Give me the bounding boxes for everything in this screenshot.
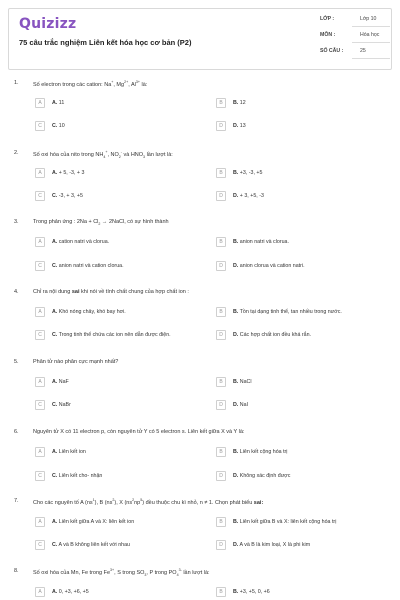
option-text: D. + 3, +5, -3 [233,192,264,199]
option-text: D. 13 [233,122,246,129]
question-text: Trong phản ứng : $2Na + Cl_2$ → 2NaCl, có sự hình thành [33,219,169,227]
option-letter-box: D [216,121,226,131]
option-text: A. cation natri và clorua. [52,238,110,245]
meta-count-value: 25 [360,48,366,54]
option-letter-box: D [216,471,226,481]
option-letter-box: C [35,261,45,271]
option-letter-box: D [216,261,226,271]
option-text: B. Liên kết cộng hóa trị [233,448,288,455]
question-number: 5. [14,359,19,365]
option-letter-box: B [216,517,226,527]
option-text: C. anion natri và cation clorua. [52,262,124,269]
option-letter-box: C [35,540,45,550]
option-letter-box: B [216,98,226,108]
option-text: B. 12 [233,99,246,106]
option-text: C. Trong tinh thể chứa các ion nên dẫn được điện. [52,331,171,338]
worksheet-title: 75 câu trắc nghiệm Liên kết hóa học cơ bản (P2) [19,38,192,47]
quizizz-logo: Quizizz [19,16,77,32]
option-text: C. A và B không liên kết với nhau [52,541,130,548]
option-text: A. Liên kết giữa A và X: liên kết ion [52,518,135,525]
option-letter-box: D [216,540,226,550]
question-number: 4. [14,289,19,295]
option-letter-box: C [35,471,45,481]
option-letter-box: A [35,587,45,597]
option-text: A. + 5, -3, + 3 [52,169,85,176]
question-text: Số oxi hóa của nito trong $NH_4^+$, $NO_2^-$ và $HNO_3$ lần lượt là: [33,150,173,159]
option-text: D. Các hợp chất ion đều khá rắn. [233,331,311,338]
meta-count [316,44,396,60]
question-text: Phân tử nào phân cực mạnh nhất? [33,359,119,365]
option-text: C. 10 [52,122,65,129]
option-letter-box: A [35,237,45,247]
option-text: C. -3, + 3, +5 [52,192,83,199]
option-text: D. A và B là kim loại, X là phi kim [233,541,311,548]
question-text: Chỉ ra nội dung sai khi nói về tính chất chung của hợp chất ion : [33,289,189,295]
question-number: 8. [14,568,19,574]
question-number: 6. [14,429,19,435]
option-letter-box: C [35,330,45,340]
option-text: B. NaCl [233,378,252,385]
meta-grade-value: Lớp 10 [360,16,377,22]
question-text: Số electron trong các cation: Na+, $Mg^{2+}$, $Al^{3+}$ là: [33,80,148,88]
option-letter-box: B [216,168,226,178]
option-letter-box: B [216,237,226,247]
question-number: 2. [14,150,19,156]
option-letter-box: B [216,307,226,317]
meta-subject-value: Hóa học [360,32,380,38]
question-text: Nguyên tử X có 11 electron p, còn nguyên tử Y có 5 electron s. Liên kết giữa X và Y là: [33,429,245,435]
option-text: A. 11 [52,99,65,106]
meta-divider [352,58,390,59]
option-letter-box: B [216,447,226,457]
option-letter-box: A [35,377,45,387]
option-letter-box: D [216,400,226,410]
option-text: D. NaI [233,401,249,408]
option-letter-box: A [35,98,45,108]
option-letter-box: A [35,517,45,527]
option-letter-box: C [35,121,45,131]
question-text: Số oxi hóa của Mn, Fe trong $Fe^{3+}$, S trong $SO_3$, P trong $PO_4^{3-}$ lần lượt là: [33,568,210,577]
option-letter-box: D [216,191,226,201]
option-text: A. 0, +3, +6, +5 [52,588,89,595]
meta-divider [352,42,390,43]
option-text: A. Khó nóng chảy, khó bay hơi. [52,308,126,315]
option-text: B. Tồn tại dạng tinh thể, tan nhiều trong nước. [233,308,342,315]
option-text: C. NaBr [52,401,71,408]
meta-count-label: SỐ CÂU : [320,48,344,54]
option-text: B. +3, -3, +5 [233,169,263,176]
option-text: B. +3, +5, 0, +6 [233,588,270,595]
question-number: 7. [14,498,19,504]
option-letter-box: C [35,400,45,410]
question-number: 3. [14,219,19,225]
meta-divider [352,26,390,27]
option-text: B. anion natri và clorua. [233,238,289,245]
option-letter-box: C [35,191,45,201]
option-letter-box: A [35,168,45,178]
option-text: D. anion clorua và cation natri. [233,262,305,269]
option-text: A. Liên kết ion [52,448,86,455]
meta-subject-label: MÔN : [320,32,336,38]
option-letter-box: D [216,330,226,340]
meta-subject [316,28,396,44]
option-letter-box: A [35,447,45,457]
option-letter-box: B [216,377,226,387]
option-letter-box: A [35,307,45,317]
option-text: B. Liên kết giữa B và X: liên kết cộng hóa trị [233,518,337,525]
question-text: Cho các nguyên tố A $(ns^1)$, B $(ns^2)$, X $(ns^2np^5)$ đều thuộc chu kì nhỏ, n ≠ 1. Chọn phát biểu sai: [33,498,264,506]
option-letter-box: B [216,587,226,597]
meta-grade-label: LỚP : [320,16,335,22]
question-number: 1. [14,80,19,86]
option-text: A. NaF [52,378,69,385]
option-text: D. Không xác định được [233,472,291,479]
meta-grade [316,12,396,28]
option-text: C. Liên kết cho- nhận [52,472,103,479]
